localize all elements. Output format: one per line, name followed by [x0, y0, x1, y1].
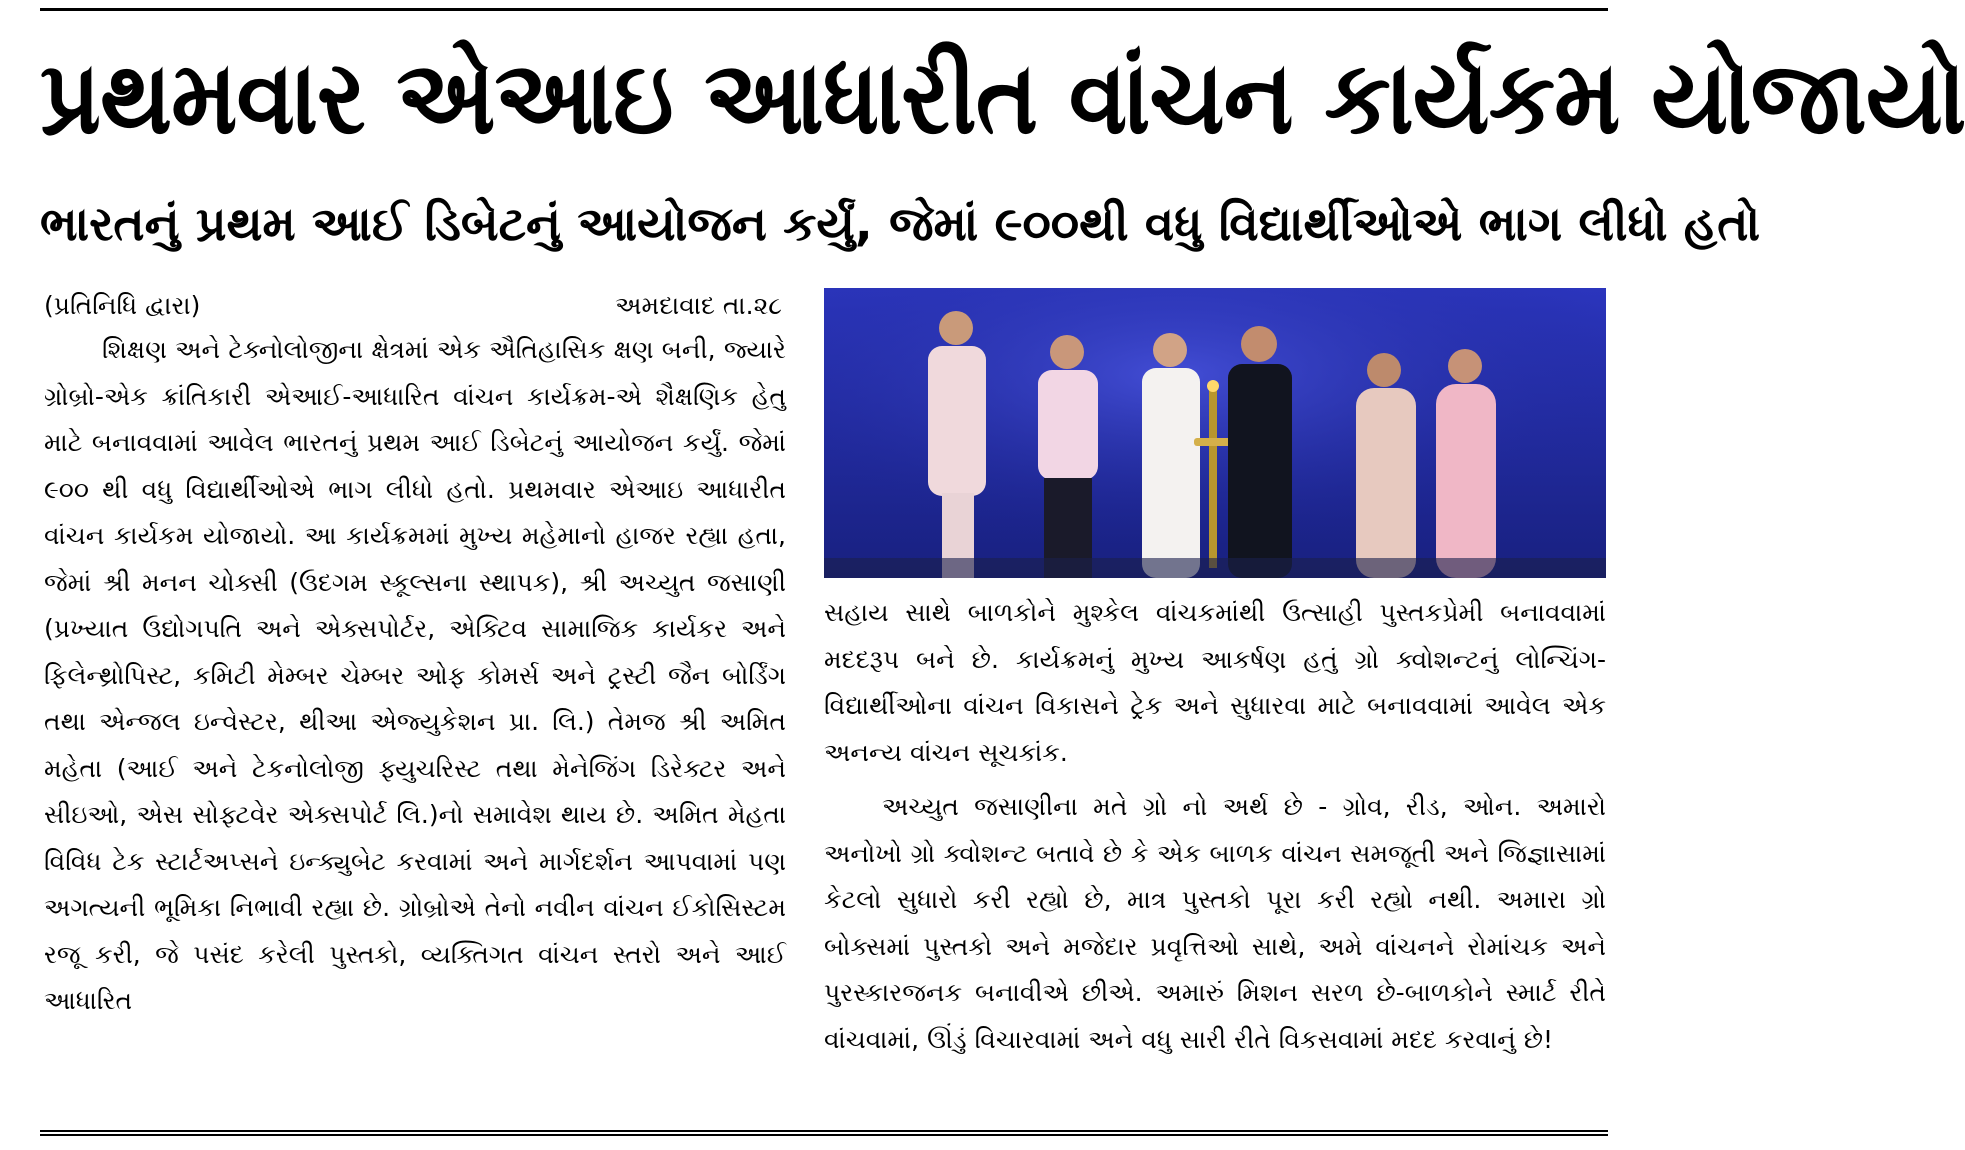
dateline: અમદાવાદ તા.૨૮	[615, 291, 782, 320]
byline-row	[44, 285, 786, 327]
article-column-left	[44, 285, 786, 1115]
event-photo-illustration	[824, 288, 1606, 578]
event-photo	[824, 288, 1606, 578]
article-column-right	[824, 590, 1606, 1115]
paragraph-2: સહાય સાથે બાળકોને મુશ્કેલ વાંચકમાંથી ઉત્સાહી પુસ્તકપ્રેમી બનાવવામાં મદદરૂપ બને છે. કાર્યક્રમનું મુખ્ય આકર્ષણ હતું ગ્રો ક્વોશન્ટનું લોન્ચિંગ-વિદ્યાર્થીઓના વાંચન વિકાસને ટ્રેક અને સુધારવા માટે બનાવવામાં આવેલ એક અનન્ય વાંચન સૂચકાંક.	[824, 598, 1606, 767]
byline: (પ્રતિનિધિ દ્વારા)	[44, 291, 201, 320]
paragraph-1: શિક્ષણ અને ટેક્નોલોજીના ક્ષેત્રમાં એક ઐતિહાસિક ક્ષણ બની, જ્યારે ગ્રોબ્રો-એક ક્રાંતિકારી એઆઈ-આધારિત વાંચન કાર્યક્રમ-એ શૈક્ષણિક હેતુ માટે બનાવવામાં આવેલ ભારતનું પ્રથમ આઈ ડિબેટનું આયોજન કર્યું. જેમાં ૯૦૦ થી વધુ વિદ્યાર્થીઓએ ભાગ લીધો હતો. પ્રથમવાર એઆઇ આધારીત વાંચન કાર્યકમ યોજાયો. આ કાર્યક્રમમાં મુખ્ય મહેમાનો હાજર રહ્યા હતા, જેમાં શ્રી મનન ચોક્સી (ઉદગમ સ્કૂલ્સના સ્થાપક), શ્રી અચ્યુત જસાણી (પ્રખ્યાત ઉદ્યોગપતિ અને એક્સપોર્ટર, એક્ટિવ સામાજિક કાર્યકર અને ફિલેન્થ્રોપિસ્ટ, કમિટી મેમ્બર ચેમ્બર ઓફ કોમર્સ અને ટ્રસ્ટી જૈન બોર્ડિંગ તથા એન્જલ ઇન્વેસ્ટર, થીઆ એજ્યુકેશન પ્રા. લિ.) તેમજ શ્રી અમિત મહેતા (આઈ અને ટેકનોલોજી ફ્યુચરિસ્ટ તથા મેનેજિંગ ડિરેક્ટર અને સીઇઓ, એસ સોફ્ટવેર એક્સપોર્ટ લિ.)નો સમાવેશ થાય છે. અમિત મેહતા વિવિધ ટેક સ્ટાર્ટઅપ્સને ઇન્ક્યુબેટ કરવામાં અને માર્ગદર્શન આપવામાં પણ અગત્યની ભૂમિકા નિભાવી રહ્યા છે. ગ્રોબ્રોએ તેનો નવીન વાંચન ઈકોસિસ્ટમ રજૂ કરી, જે પસંદ કરેલી પુસ્તકો, વ્યક્તિગત વાંચન સ્તરો અને આઈ આધારિત	[44, 335, 786, 1015]
subheadline: ભારતનું પ્રથમ આઈ ડિબેટનું આયોજન કર્યું, જેમાં ૯૦૦થી વધુ વિદ્યાર્થીઓએ ભાગ લીધો હતો	[40, 197, 1761, 252]
person-figure	[1038, 335, 1098, 578]
person-figure	[1142, 333, 1200, 578]
headline: પ્રથમવાર એઆઇ આધારીત વાંચન કાર્યકમ યોજાયો	[40, 39, 1965, 158]
paragraph-3: અચ્યુત જસાણીના મતે ગ્રો નો અર્થ છે - ગ્રોવ, રીડ, ઓન. અમારો અનોખો ગ્રો ક્વોશન્ટ બતાવે છે કે એક બાળક વાંચન સમજૂતી અને જિજ્ઞાસામાં કેટલો સુધારો કરી રહ્યો છે, માત્ર પુસ્તકો પૂરા કરી રહ્યો નથી. અમારા ગ્રો બોક્સમાં પુસ્તકો અને મજેદાર પ્રવૃત્તિઓ સાથે, અમે વાંચનને રોમાંચક અને પુરસ્કારજનક બનાવીએ છીએ. અમારું મિશન સરળ છે-બાળકોને સ્માર્ટ રીતે વાંચવામાં, ઊંડું વિચારવામાં અને વધુ સારી રીતે વિકસવામાં મદદ કરવાનું છે!	[824, 792, 1606, 1054]
top-rule	[40, 8, 1608, 11]
bottom-rule	[40, 1130, 1608, 1136]
